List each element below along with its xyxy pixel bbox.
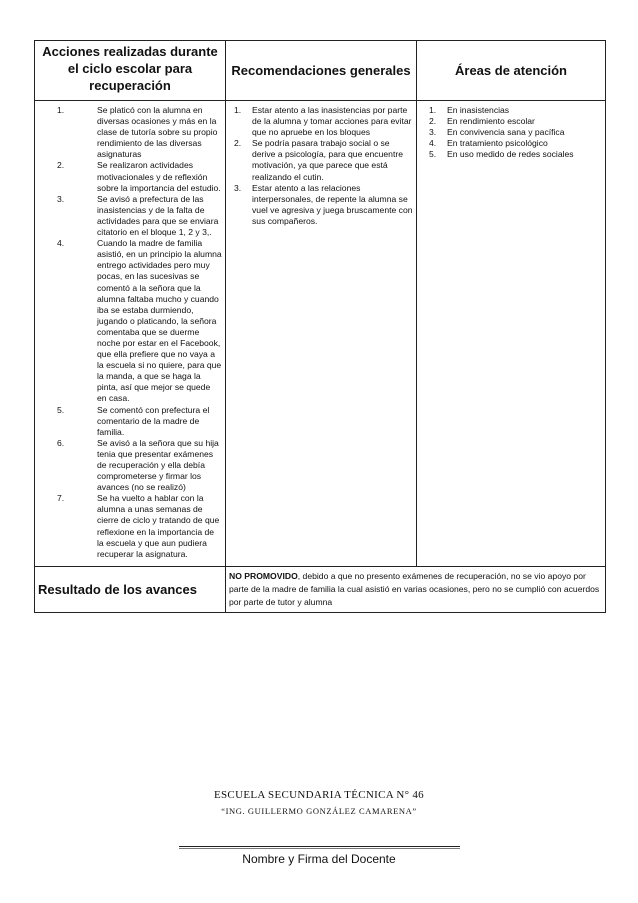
action-item <box>39 105 222 160</box>
action-item-text: Se comentó con prefectura el comentario de la madre de familia. <box>97 404 210 437</box>
actions-list <box>39 105 222 560</box>
signature-label: Nombre y Firma del Docente <box>242 852 396 866</box>
action-item-number: 6. <box>57 437 65 448</box>
recommendations-list <box>230 105 413 227</box>
recovery-report-table <box>34 40 606 613</box>
school-subtitle: “ING. GUILLERMO GONZÁLEZ CAMARENA” <box>221 806 417 816</box>
area-item <box>421 138 602 149</box>
area-item <box>421 105 602 116</box>
results-label: Resultado de los avances <box>35 566 226 612</box>
area-item-text: En tratamiento psicológico <box>447 138 548 149</box>
recommendation-item-number: 1. <box>234 105 242 115</box>
action-item-text: Se ha vuelto a hablar con la alumna a unas semanas de cierre de ciclo y tratando de que reflexione en la importancia de la escuela y que aun pudiera recuperar la asignatura. <box>97 493 220 559</box>
signature-line <box>179 846 460 847</box>
signature-line-secondary <box>179 848 460 849</box>
area-item <box>421 149 602 160</box>
action-item-text: Se avisó a prefectura de las inasistencias y de la falta de actividades para que se enviara citatorio en el bloque 1, 2 y 3,. <box>97 193 219 238</box>
area-item-number: 4. <box>429 138 437 149</box>
header-actions: Acciones realizadas durante el ciclo escolar para recuperación <box>35 41 226 101</box>
action-item <box>39 493 222 560</box>
areas-cell <box>417 101 606 567</box>
action-item <box>39 238 222 404</box>
recommendation-item <box>230 183 413 227</box>
action-item-number: 4. <box>57 238 65 249</box>
school-name: ESCUELA SECUNDARIA TÉCNICA N° 46 <box>214 789 424 801</box>
area-item-number: 3. <box>429 127 437 138</box>
action-item <box>39 160 222 193</box>
area-item-number: 1. <box>429 105 437 115</box>
recommendation-item <box>230 138 413 182</box>
area-item <box>421 116 602 127</box>
action-item <box>39 194 222 238</box>
recommendation-item-text: Estar atento a las inasistencias por parte de la alumna y tomar acciones para evitar que no apruebe en los bloques <box>252 105 412 138</box>
area-item-text: En convivencia sana y pacífica <box>447 127 565 138</box>
recommendation-item-number: 3. <box>234 182 242 193</box>
results-status: NO PROMOVIDO <box>229 570 298 581</box>
area-item-number: 5. <box>429 149 437 160</box>
results-text-cell <box>226 566 606 612</box>
results-description: , debido a que no presento exámenes de recuperación, no se vio apoyo por parte de la madre de familia la cual asistió en varias ocasiones, pero no se cumplió con acuerdos por parte de tutor y alumna <box>229 570 600 607</box>
recommendation-item <box>230 105 413 138</box>
action-item-number: 7. <box>57 493 65 504</box>
recommendation-item-text: Estar atento a las relaciones interpersonales, de repente la alumna se vuel ve agresiva y juega bruscamente con sus compañeros. <box>252 182 413 226</box>
action-item-text: Se realizaron actividades motivacionales y de reflexión sobre la importancia del estudio. <box>97 160 221 193</box>
action-item-text: Cuando la madre de familia asistió, en un principio la alumna entrego actividades pero muy pocas, en las sucesivas se comentó a la señora que la alumna faltaba mucho y cuando iba se estaba durmiendo, jugando o platicando, la señora comentaba que se duerme noche por estar en el Facebook, que ella prefiere que no vaya a la escuela si no quiere, para que la manda, a que se haga la pinta, así que mejor se quede en casa. <box>97 238 222 404</box>
header-row <box>35 41 606 101</box>
content-row <box>35 101 606 567</box>
action-item-number: 2. <box>57 160 65 171</box>
results-row <box>35 566 606 612</box>
recommendations-cell <box>226 101 417 567</box>
action-item-number: 5. <box>57 404 65 415</box>
area-item-text: En uso medido de redes sociales <box>447 149 574 160</box>
areas-list <box>421 105 602 160</box>
area-item-text: En inasistencias <box>447 105 510 115</box>
header-recommendations: Recomendaciones generales <box>226 41 417 101</box>
recommendation-item-text: Se podría pasara trabajo social o se derive a psicología, para que encuentre motivación, ya que parece que está realizando el cutin. <box>252 138 403 182</box>
action-item-number: 3. <box>57 193 65 204</box>
action-item-text: Se avisó a la señora que su hija tenia que presentar exámenes de recuperación y ella debía comprometerse y firmar los avances (no se realizó) <box>97 437 219 493</box>
action-item-number: 1. <box>57 105 65 115</box>
action-item <box>39 438 222 493</box>
action-item <box>39 405 222 438</box>
area-item-number: 2. <box>429 116 437 127</box>
header-areas: Áreas de atención <box>417 41 606 101</box>
actions-cell <box>35 101 226 567</box>
action-item-text: Se platicó con la alumna en diversas ocasiones y más en la clase de tutoría sobre su propio rendimiento de las diversas asignaturas <box>97 105 218 160</box>
area-item-text: En rendimiento escolar <box>447 116 535 127</box>
area-item <box>421 127 602 138</box>
recommendation-item-number: 2. <box>234 138 242 149</box>
